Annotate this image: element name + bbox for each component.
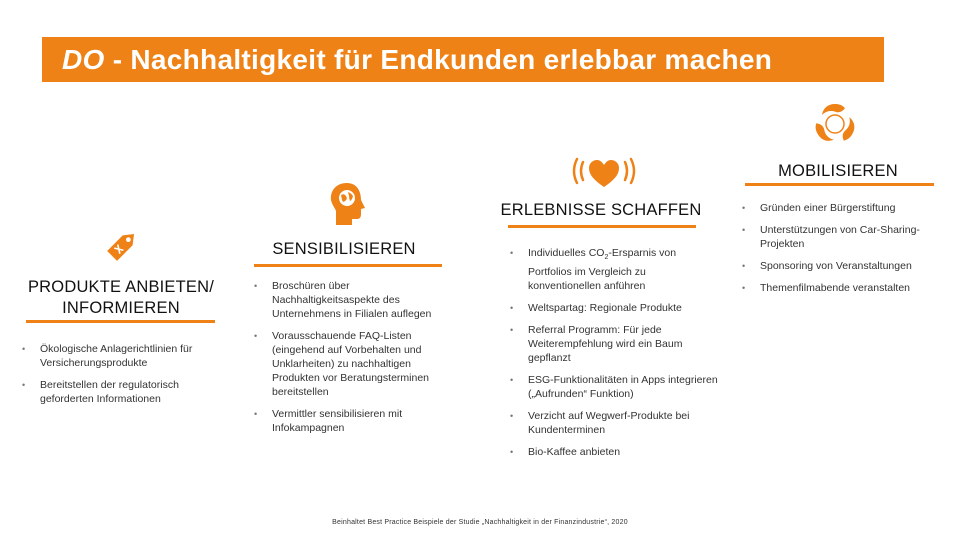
column-heading [244, 239, 444, 260]
list-item: • Referral Programm: Für jede Weiterempfehlung wird ein Baum gepflanzt [508, 323, 718, 365]
page-title [62, 44, 772, 76]
list-item: • Themenfilmabende veranstalten [740, 281, 945, 295]
co2-text-before: Individuelles CO [528, 247, 605, 259]
list-item: • Verzicht auf Wegwerf-Produkte bei Kundenterminen [508, 409, 718, 437]
heading-underline [26, 320, 215, 323]
list-item: • Sponsoring von Veranstaltungen [740, 259, 945, 273]
column-heading [14, 277, 228, 319]
tag-icon [100, 224, 144, 268]
heading-line-1: ERLEBNISSE SCHAFFEN [500, 201, 702, 219]
bullet-list [252, 279, 457, 443]
bullet-list [508, 246, 718, 467]
footer-note: Beinhaltet Best Practice Beispiele der Studie „Nachhaltigkeit in der Finanzindustrie“, 2020 [332, 519, 628, 526]
co2-text-after: -Ersparnis von Portfolios im Vergleich zu konventionellen anführen [528, 247, 677, 293]
heading-underline [254, 264, 442, 267]
list-item: • Weltspartag: Regionale Produkte [508, 301, 718, 315]
heading-line-1: SENSIBILISIEREN [272, 240, 416, 258]
title-rest: - Nachhaltigkeit für Endkunden erlebbar machen [104, 43, 773, 75]
list-item: • Bio-Kaffee anbieten [508, 445, 718, 459]
column-heading [738, 161, 938, 182]
list-item: • Ökologische Anlagerichtlinien für Versicherungsprodukte [20, 342, 225, 370]
heading-underline [745, 183, 934, 186]
list-item [508, 246, 718, 293]
heading-line-2: INFORMIEREN [62, 299, 180, 317]
list-item: • Bereitstellen der regulatorisch geforderten Informationen [20, 378, 225, 406]
bullet-list [20, 342, 225, 414]
co2-subscript: 2 [604, 254, 609, 262]
column-heading [496, 200, 706, 221]
list-item: • Vermittler sensibilisieren mit Infokampagnen [252, 407, 457, 435]
list-item: • ESG-Funktionalitäten in Apps integrieren („Aufrunden“ Funktion) [508, 373, 718, 401]
list-item: • Unterstützungen von Car-Sharing-Projekten [740, 223, 945, 251]
title-bar [42, 37, 884, 82]
title-emphasis: DO [62, 43, 105, 75]
heart-pulse-icon [570, 153, 638, 191]
recycle-leaves-icon [812, 101, 858, 147]
list-item: • Vorausschauende FAQ-Listen (eingehend auf Vorbehalten und Unklarheiten) zu nachhaltigen Produkten vor Beratungsterminen bereitstellen [252, 329, 457, 399]
head-globe-icon [327, 181, 371, 227]
bullet-list [740, 201, 945, 303]
heading-line-1: MOBILISIEREN [778, 162, 898, 180]
list-item: • Gründen einer Bürgerstiftung [740, 201, 945, 215]
list-item: • Broschüren über Nachhaltigkeitsaspekte des Unternehmens in Filialen auflegen [252, 279, 457, 321]
heading-underline [508, 225, 696, 228]
heading-line-1: PRODUKTE ANBIETEN/ [27, 278, 215, 296]
